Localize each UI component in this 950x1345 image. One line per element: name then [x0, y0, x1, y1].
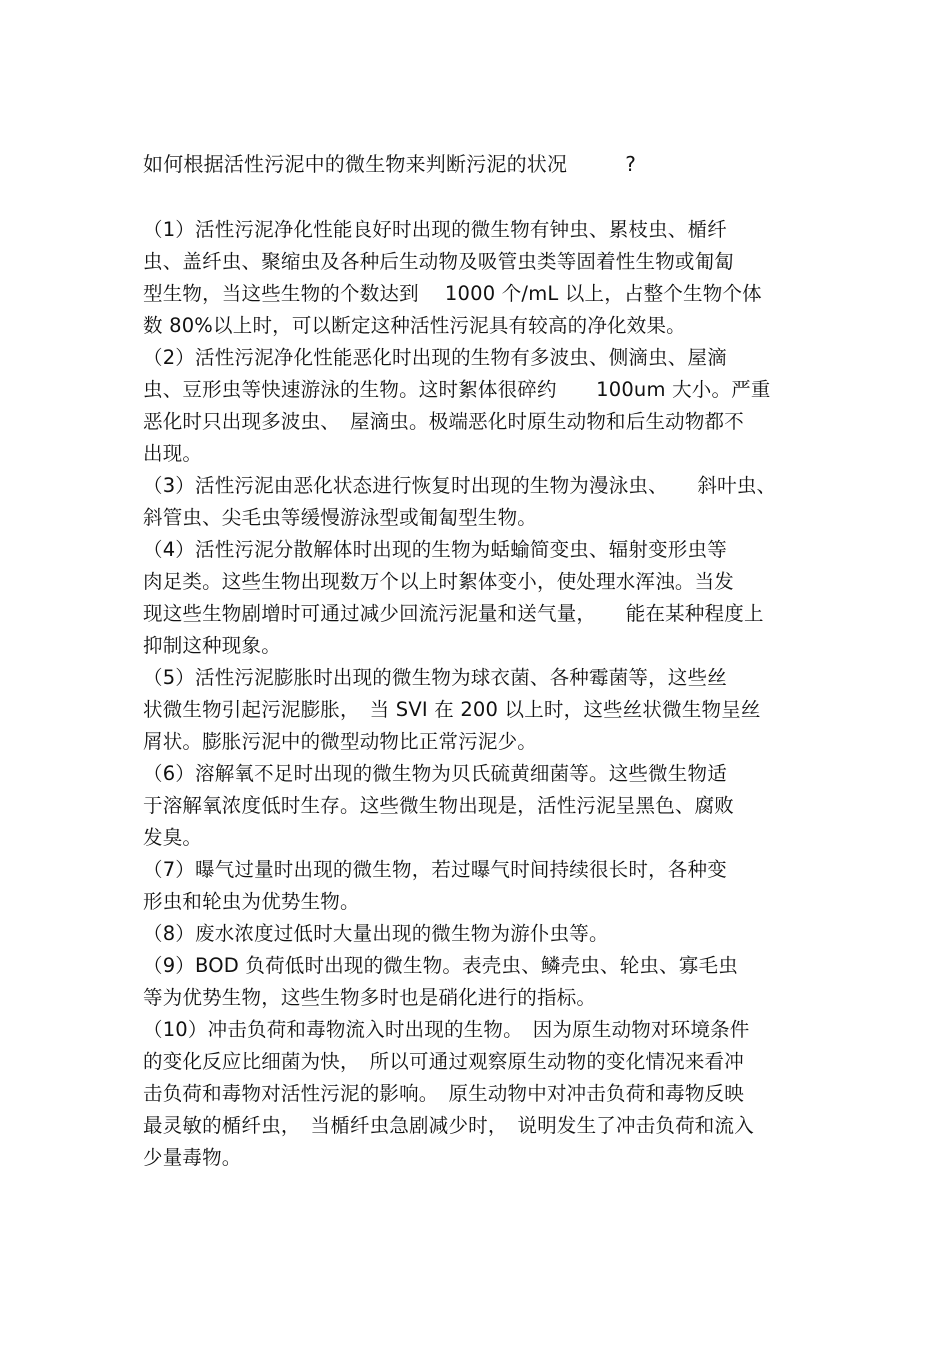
text-line: 击负荷和毒物对活性污泥的影响。 原生动物中对冲击负荷和毒物反映	[143, 1082, 744, 1105]
text-line: 虫、豆形虫等快速游泳的生物。这时絮体很碎约 100um 大小。严重	[143, 378, 771, 401]
text-line: 现这些生物剧增时可通过减少回流污泥量和送气量， 能在某种程度上	[143, 602, 764, 625]
text-line: 恶化时只出现多波虫、 屋滴虫。极端恶化时原生动物和后生动物都不	[143, 410, 744, 433]
text-line: （5）活性污泥膨胀时出现的微生物为球衣菌、各种霉菌等，这些丝	[143, 666, 727, 689]
document-title	[143, 150, 636, 178]
text-line: 出现。	[143, 442, 203, 465]
text-line: 斜管虫、尖毛虫等缓慢游泳型或匍匐型生物。	[143, 506, 538, 529]
text-line: （3）活性污泥由恶化状态进行恢复时出现的生物为漫泳虫、 斜叶虫、	[143, 474, 777, 497]
text-line: 等为优势生物，这些生物多时也是硝化进行的指标。	[143, 986, 597, 1009]
text-line: （10）冲击负荷和毒物流入时出现的生物。 因为原生动物对环境条件	[143, 1018, 750, 1041]
text-line: （9）BOD 负荷低时出现的微生物。表壳虫、鳞壳虫、轮虫、寡毛虫	[143, 954, 738, 977]
text-line: 发臭。	[143, 826, 203, 849]
text-line: 最灵敏的楯纤虫， 当楯纤虫急剧减少时， 说明发生了冲击负荷和流入	[143, 1114, 754, 1137]
text-line: （6）溶解氧不足时出现的微生物为贝氏硫黄细菌等。这些微生物适	[143, 762, 727, 785]
text-line: 肉足类。这些生物出现数万个以上时絮体变小，使处理水浑浊。当发	[143, 570, 735, 593]
text-line: 少量毒物。	[143, 1146, 242, 1169]
text-line: 数 80%以上时，可以断定这种活性污泥具有较高的净化效果。	[143, 314, 686, 337]
title-question-mark: ?	[625, 152, 637, 176]
text-line: （4）活性污泥分散解体时出现的生物为蛞蝓简变虫、辐射变形虫等	[143, 538, 727, 561]
text-line: （2）活性污泥净化性能恶化时出现的生物有多波虫、侧滴虫、屋滴	[143, 346, 727, 369]
text-line: 状微生物引起污泥膨胀， 当 SVI 在 200 以上时，这些丝状微生物呈丝	[143, 698, 761, 721]
text-line: （8）废水浓度过低时大量出现的微生物为游仆虫等。	[143, 922, 609, 945]
text-line: 型生物，当这些生物的个数达到 1000 个/mL 以上，占整个生物个体	[143, 282, 762, 305]
document-body	[143, 214, 808, 1174]
text-line: 于溶解氧浓度低时生存。这些微生物出现是，活性污泥呈黑色、腐败	[143, 794, 735, 817]
text-line: （7）曝气过量时出现的微生物，若过曝气时间持续很长时，各种变	[143, 858, 727, 881]
text-line: 抑制这种现象。	[143, 634, 281, 657]
text-line: 虫、盖纤虫、聚缩虫及各种后生动物及吸管虫类等固着性生物或匍匐	[143, 250, 735, 273]
title-text: 如何根据活性污泥中的微生物来判断污泥的状况	[143, 152, 568, 176]
text-line: 形虫和轮虫为优势生物。	[143, 890, 360, 913]
text-line: （1）活性污泥净化性能良好时出现的微生物有钟虫、累枝虫、楯纤	[143, 218, 727, 241]
text-line: 屑状。膨胀污泥中的微型动物比正常污泥少。	[143, 730, 538, 753]
text-line: 的变化反应比细菌为快， 所以可通过观察原生动物的变化情况来看冲	[143, 1050, 744, 1073]
